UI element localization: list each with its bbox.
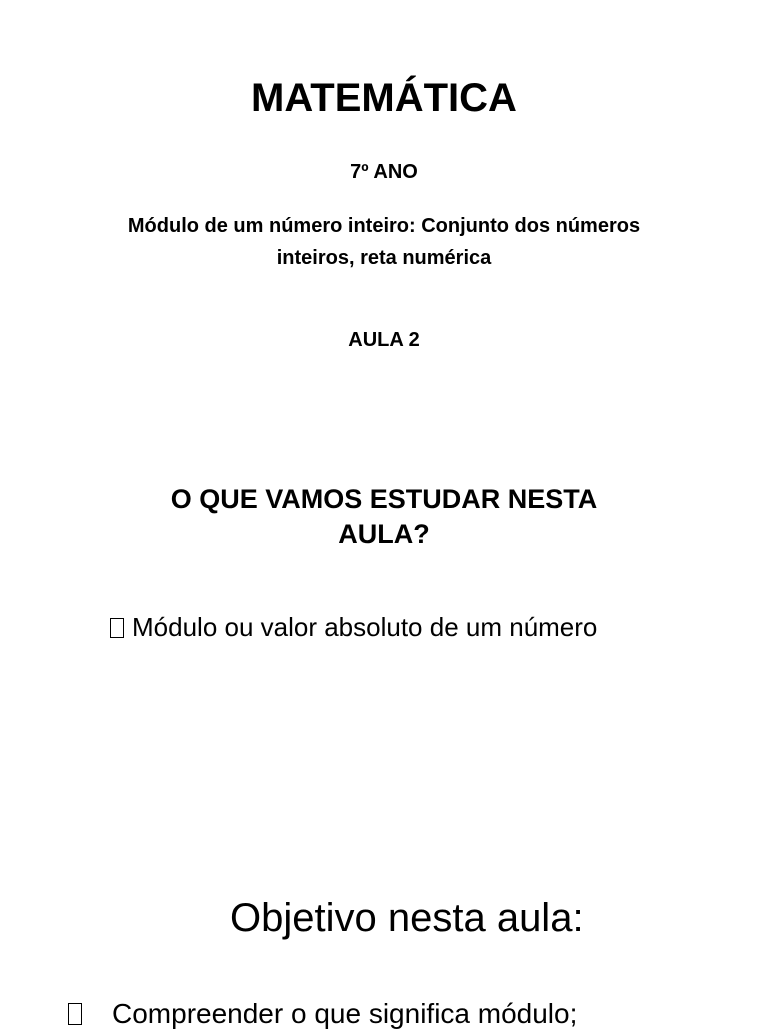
bullet-box-icon <box>110 618 124 638</box>
objective-item-text: Compreender o que significa módulo; <box>112 998 578 1029</box>
bullet-box-icon <box>68 1003 82 1025</box>
topic-text: Módulo de um número inteiro: Conjunto dos números inteiros, reta numérica <box>127 215 641 269</box>
objective-list-item <box>68 996 577 1032</box>
study-question-heading: O QUE VAMOS ESTUDAR NESTA AULA? <box>170 484 598 549</box>
page-title: MATEMÁTICA <box>251 76 517 120</box>
lesson-label: AULA 2 <box>348 329 420 351</box>
objective-heading: Objetivo nesta aula: <box>230 896 584 940</box>
grade-label: 7º ANO <box>350 161 418 183</box>
study-item-text: Módulo ou valor absoluto de um número <box>132 612 598 642</box>
study-list-item <box>110 610 597 644</box>
